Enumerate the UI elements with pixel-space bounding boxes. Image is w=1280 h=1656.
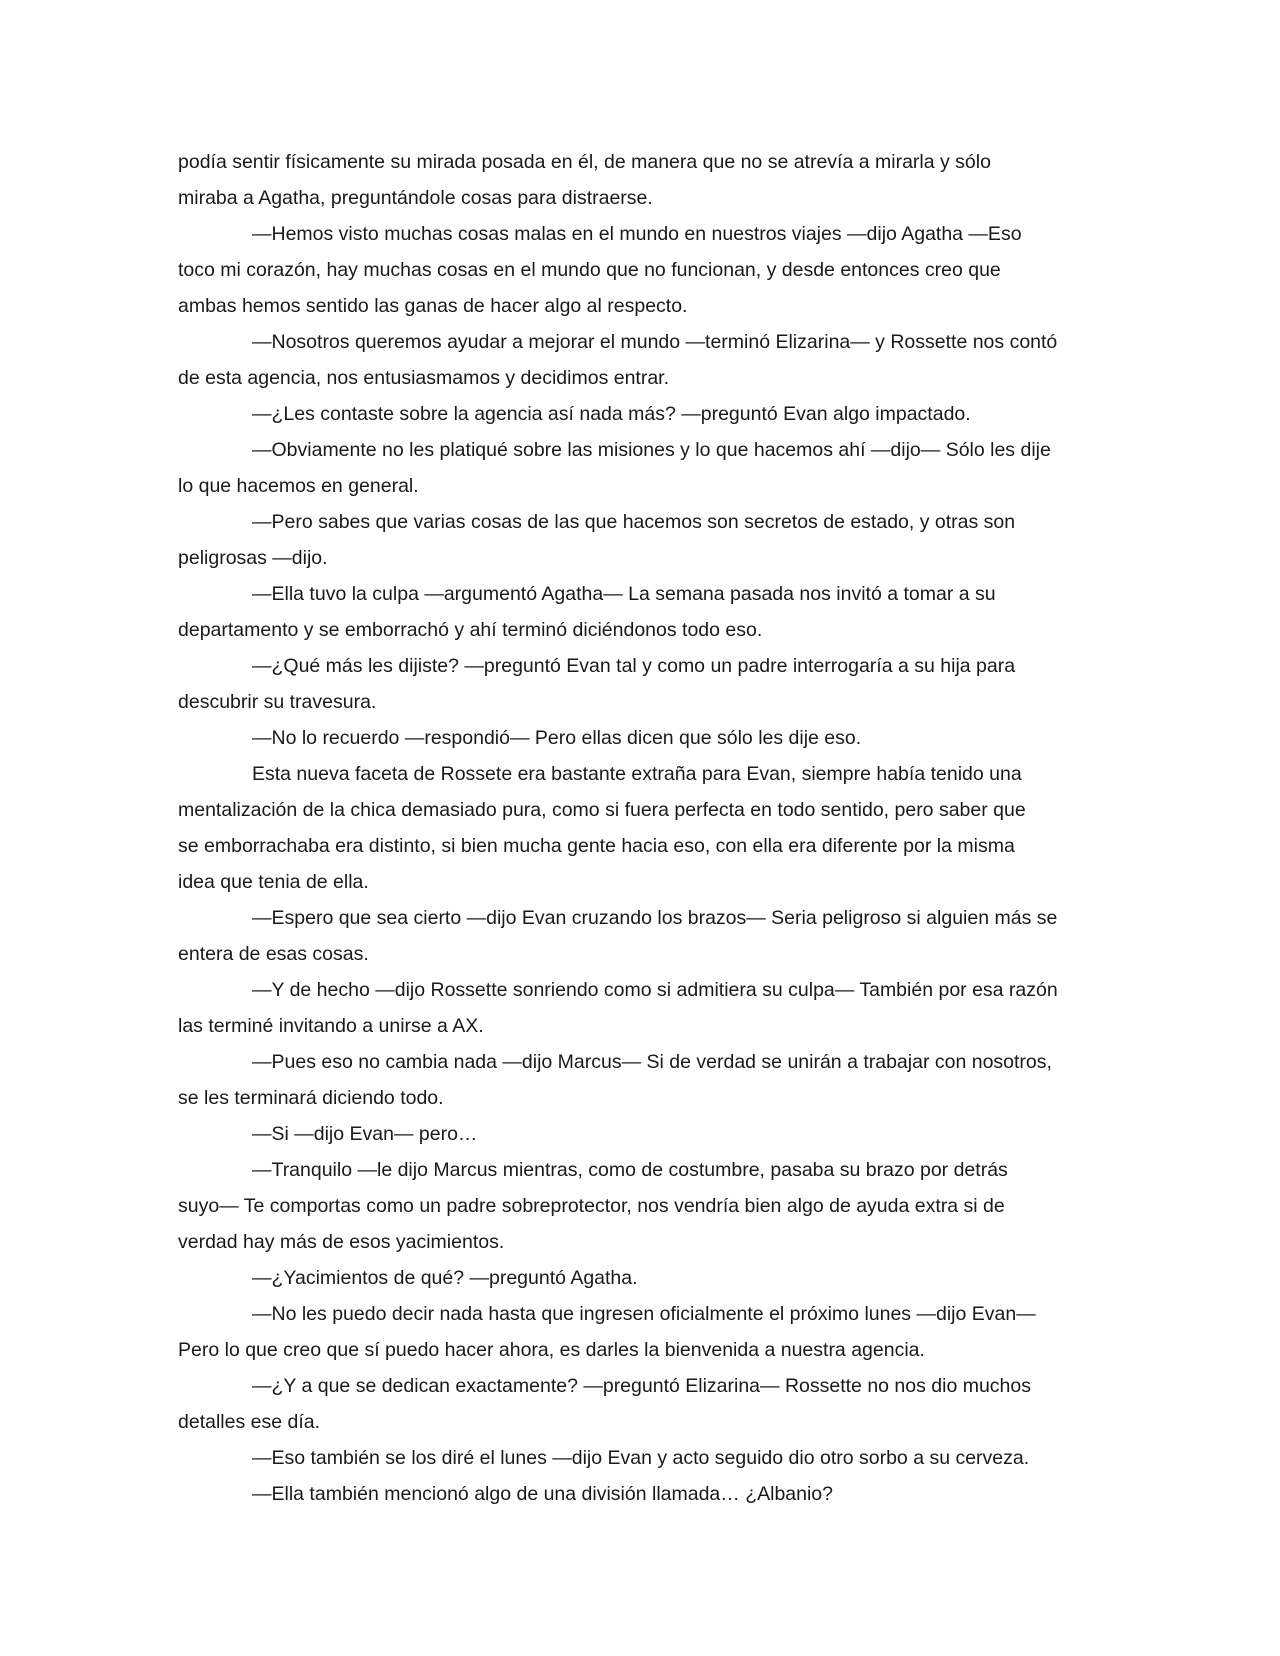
paragraph: —Hemos visto muchas cosas malas en el mundo en nuestros viajes —dijo Agatha —Eso toco mi corazón, hay muchas cosas en el mundo que no funcionan, y desde entonces creo que ambas hemos sentido las ganas de hacer algo al respecto. xyxy=(178,223,1022,317)
paragraph: —No lo recuerdo —respondió— Pero ellas dicen que sólo les dije eso. xyxy=(252,727,862,749)
paragraph: —Ella también mencionó algo de una división llamada… ¿Albanio? xyxy=(252,1483,834,1505)
paragraph: —Ella tuvo la culpa —argumentó Agatha— La semana pasada nos invitó a tomar a su departamento y se emborrachó y ahí terminó diciéndonos todo eso. xyxy=(178,583,996,641)
paragraph: —Y de hecho —dijo Rossette sonriendo como si admitiera su culpa— También por esa razón las terminé invitando a unirse a AX. xyxy=(178,979,1058,1037)
paragraph: —¿Y a que se dedican exactamente? —preguntó Elizarina— Rossette no nos dio muchos detalles ese día. xyxy=(178,1375,1032,1433)
paragraph: podía sentir físicamente su mirada posada en él, de manera que no se atrevía a mirarla y sólo miraba a Agatha, preguntándole cosas para distraerse. xyxy=(178,151,991,209)
paragraph: —Si —dijo Evan— pero… xyxy=(252,1123,478,1145)
paragraph: —Nosotros queremos ayudar a mejorar el mundo —terminó Elizarina— y Rossette nos contó de esta agencia, nos entusiasmamos y decidimos entrar. xyxy=(178,331,1058,389)
paragraph: —¿Les contaste sobre la agencia así nada más? —preguntó Evan algo impactado. xyxy=(252,403,971,425)
paragraph: —No les puedo decir nada hasta que ingresen oficialmente el próximo lunes —dijo Evan— Pero lo que creo que sí puedo hacer ahora, es darles la bienvenida a nuestra agencia. xyxy=(178,1303,1036,1361)
paragraph: —Pues eso no cambia nada —dijo Marcus— Si de verdad se unirán a trabajar con nosotros, se les terminará diciendo todo. xyxy=(178,1051,1052,1109)
paragraph: —Obviamente no les platiqué sobre las misiones y lo que hacemos ahí —dijo— Sólo les dije lo que hacemos en general. xyxy=(178,439,1051,497)
paragraph: Esta nueva faceta de Rossete era bastante extraña para Evan, siempre había tenido una mentalización de la chica demasiado pura, como si fuera perfecta en todo sentido, pero saber que se emborrachaba era distinto, si bien mucha gente hacia eso, con ella era diferente por la misma idea que tenia de ella. xyxy=(178,763,1026,893)
paragraph: —¿Qué más les dijiste? —preguntó Evan tal y como un padre interrogaría a su hija para descubrir su travesura. xyxy=(178,655,1016,713)
document-body xyxy=(178,144,1108,1512)
paragraph: —Tranquilo —le dijo Marcus mientras, como de costumbre, pasaba su brazo por detrás suyo— Te comportas como un padre sobreprotector, nos vendría bien algo de ayuda extra si de verdad hay más de esos yacimientos. xyxy=(178,1159,1008,1253)
paragraph: —Pero sabes que varias cosas de las que hacemos son secretos de estado, y otras son peligrosas —dijo. xyxy=(178,511,1016,569)
paragraph: —¿Yacimientos de qué? —preguntó Agatha. xyxy=(252,1267,638,1289)
paragraph: —Espero que sea cierto —dijo Evan cruzando los brazos— Seria peligroso si alguien más se entera de esas cosas. xyxy=(178,907,1058,965)
paragraph: —Eso también se los diré el lunes —dijo Evan y acto seguido dio otro sorbo a su cerveza. xyxy=(252,1447,1030,1469)
